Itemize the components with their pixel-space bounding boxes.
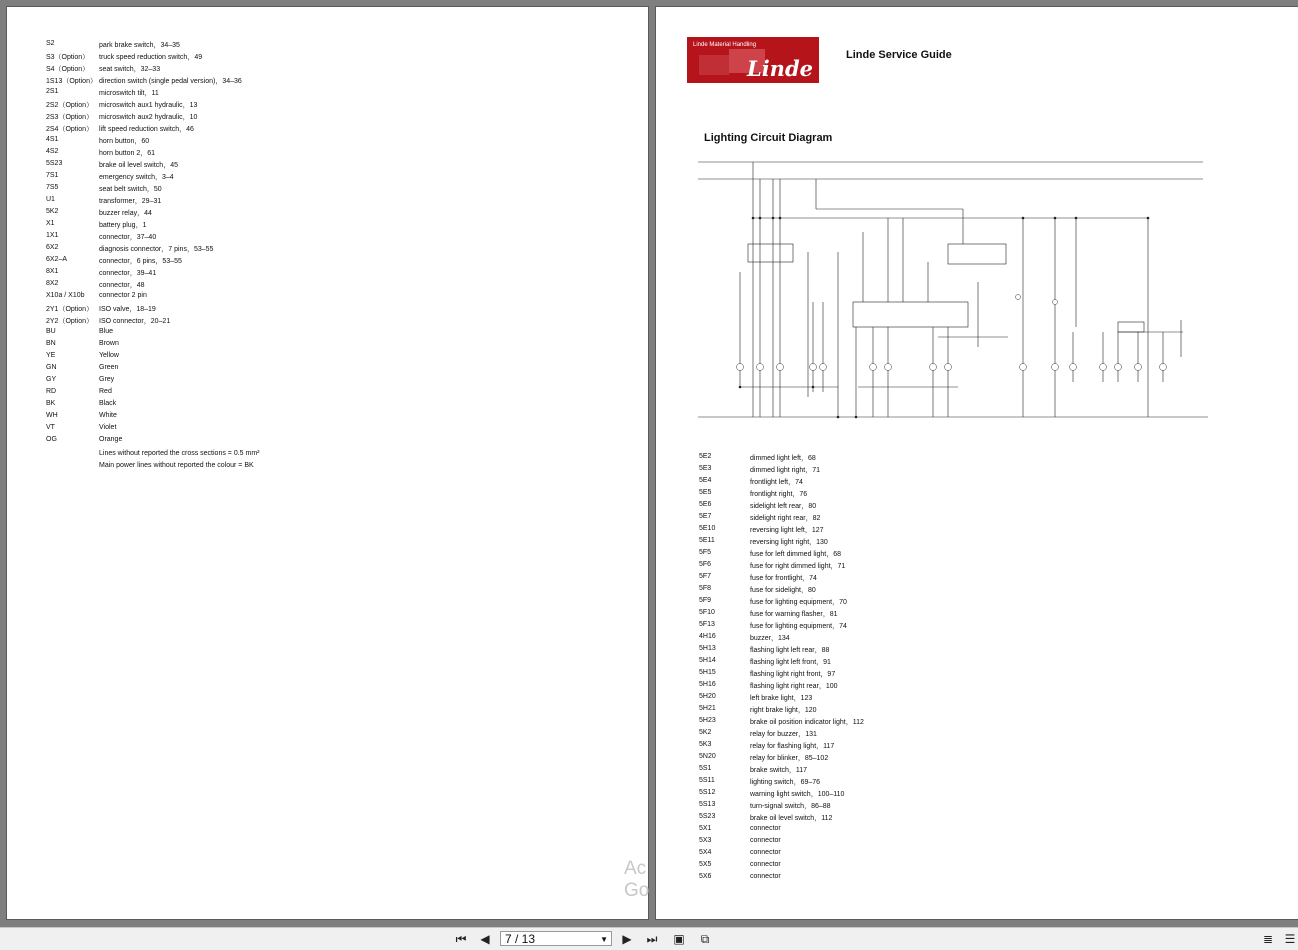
legend-description: truck speed reduction switch，49	[99, 54, 203, 61]
legend-code: VT	[46, 424, 55, 431]
two-page-view-icon[interactable]: ⧉	[700, 932, 710, 946]
legend-description: fuse for frontlight，74	[750, 575, 817, 582]
legend-description: fuse for right dimmed light，71	[750, 563, 846, 570]
legend-code: 5H14	[699, 657, 716, 664]
legend-code: 6X2	[46, 244, 59, 251]
legend-code: 5E2	[699, 453, 712, 460]
legend-description: flashing light right rear，100	[750, 683, 838, 690]
left-page	[6, 6, 649, 920]
legend-code: 5E5	[699, 489, 712, 496]
legend-description: ISO valve，18–19	[99, 306, 156, 313]
legend-description: reversing light right，130	[750, 539, 828, 546]
legend-code: 5S13	[699, 801, 716, 808]
legend-code: 5F6	[699, 561, 712, 568]
legend-code: 5X5	[699, 861, 712, 868]
legend-description: sidelight right rear，82	[750, 515, 821, 522]
legend-description: Yellow	[99, 352, 119, 359]
legend-description: flashing light right front，97	[750, 671, 836, 678]
page-number-input[interactable]: 7 / 13 ▼	[500, 931, 612, 946]
legend-description: Black	[99, 400, 117, 407]
legend-code: 2S1	[46, 88, 59, 95]
legend-description: seat belt switch，50	[99, 186, 162, 193]
legend-code: X10a / X10b	[46, 292, 85, 299]
legend-note: Main power lines without reported the colour = BK	[99, 462, 254, 469]
legend-description: Red	[99, 388, 112, 395]
legend-code: 5E11	[699, 537, 715, 544]
legend-code: 5F7	[699, 573, 712, 580]
last-page-icon[interactable]: ⏭	[646, 932, 658, 946]
legend-code: 5H16	[699, 681, 716, 688]
legend-code: 5K3	[699, 741, 712, 748]
legend-description: horn button，60	[99, 138, 150, 145]
legend-note: Lines without reported the cross sections = 0.5 mm²	[99, 450, 260, 457]
legend-code: 5K2	[46, 208, 59, 215]
legend-description: microswitch aux1 hydraulic，13	[99, 102, 198, 109]
legend-description: fuse for warning flasher，81	[750, 611, 838, 618]
linde-logo	[687, 37, 819, 83]
legend-code: 5S1	[699, 765, 712, 772]
legend-description: fuse for sidelight，80	[750, 587, 816, 594]
legend-code: 2S3（Option）	[46, 114, 94, 121]
legend-code: 5S12	[699, 789, 716, 796]
legend-description: microswitch aux2 hydraulic，10	[99, 114, 198, 121]
legend-code: 5E4	[699, 477, 712, 484]
legend-code: 5F9	[699, 597, 712, 604]
legend-code: YE	[46, 352, 56, 359]
legend-description: brake oil level switch，45	[99, 162, 178, 169]
legend-description: warning light switch，100–110	[750, 791, 845, 798]
legend-description: Grey	[99, 376, 115, 383]
legend-description: Orange	[99, 436, 123, 443]
legend-description: dimmed light left，68	[750, 455, 816, 462]
legend-code: 5X4	[699, 849, 712, 856]
legend-description: battery plug，1	[99, 222, 147, 229]
legend-code: 8X1	[46, 268, 59, 275]
legend-code: 4S1	[46, 136, 59, 143]
legend-description: connector	[750, 849, 781, 856]
legend-description: ISO connector，20–21	[99, 318, 171, 325]
legend-description: frontlight left，74	[750, 479, 803, 486]
legend-code: 5X3	[699, 837, 712, 844]
diagram-title: Lighting Circuit Diagram	[704, 132, 833, 144]
legend-description: emergency switch，3–4	[99, 174, 174, 181]
legend-code: BN	[46, 340, 56, 347]
legend-code: 5S11	[699, 777, 715, 784]
legend-code: 5H23	[699, 717, 716, 724]
next-page-icon[interactable]: ▶	[622, 932, 632, 946]
legend-code: 5F10	[699, 609, 715, 616]
menu-icon[interactable]: ☰	[1284, 932, 1296, 946]
legend-description: brake oil level switch，112	[750, 815, 833, 822]
legend-description: fuse for lighting equipment，70	[750, 599, 847, 606]
legend-code: BU	[46, 328, 56, 335]
legend-description: lighting switch，69–76	[750, 779, 821, 786]
legend-code: 5H21	[699, 705, 716, 712]
activation-watermark: Ac Go	[624, 858, 650, 901]
chevron-down-icon[interactable]: ▼	[600, 935, 608, 944]
legend-description: connector	[750, 873, 781, 880]
legend-description: diagnosis connector，7 pins，53–55	[99, 246, 214, 253]
legend-description: fuse for lighting equipment，74	[750, 623, 847, 630]
legend-code: 1X1	[46, 232, 59, 239]
legend-description: buzzer relay，44	[99, 210, 152, 217]
legend-code: 5E10	[699, 525, 716, 532]
legend-code: 5S23	[46, 160, 63, 167]
legend-description: Blue	[99, 328, 114, 335]
single-page-view-icon[interactable]: ▣	[673, 932, 685, 946]
legend-code: 2Y1（Option）	[46, 306, 94, 313]
legend-code: 5F5	[699, 549, 712, 556]
legend-description: right brake light，120	[750, 707, 817, 714]
legend-description: left brake light，123	[750, 695, 813, 702]
legend-description: horn button 2，61	[99, 150, 156, 157]
legend-code: 4S2	[46, 148, 59, 155]
legend-code: BK	[46, 400, 56, 407]
legend-code: 5H20	[699, 693, 716, 700]
first-page-icon[interactable]: ⏮	[455, 932, 467, 946]
legend-description: relay for blinker，85–102	[750, 755, 829, 762]
legend-description: turn-signal switch，86–88	[750, 803, 831, 810]
legend-description: reversing light left，127	[750, 527, 824, 534]
legend-description: White	[99, 412, 117, 419]
legend-code: X1	[46, 220, 55, 227]
legend-description: relay for flashing light，117	[750, 743, 835, 750]
legend-description: connector	[750, 861, 781, 868]
legend-code: WH	[46, 412, 58, 419]
legend-description: dimmed light right，71	[750, 467, 821, 474]
legend-description: Brown	[99, 340, 119, 347]
legend-description: park brake switch，34–35	[99, 42, 180, 49]
legend-code: 4H16	[699, 633, 716, 640]
legend-code: 5F13	[699, 621, 715, 628]
legend-description: sidelight left rear，80	[750, 503, 817, 510]
legend-code: 7S5	[46, 184, 59, 191]
logo-tagline: Linde Material Handling	[693, 42, 757, 48]
legend-description: microswitch tilt，11	[99, 90, 159, 97]
list-view-icon[interactable]: ≣	[1262, 932, 1274, 946]
legend-description: brake oil position indicator light，112	[750, 719, 864, 726]
legend-description: connector，39–41	[99, 270, 157, 277]
legend-code: 5H13	[699, 645, 716, 652]
legend-description: connector	[750, 837, 781, 844]
legend-code: 2Y2（Option）	[46, 318, 94, 325]
legend-code: 5S23	[699, 813, 716, 820]
legend-code: S2	[46, 40, 55, 47]
legend-description: connector	[750, 825, 781, 832]
legend-code: S3（Option）	[46, 54, 90, 61]
legend-code: 8X2	[46, 280, 59, 287]
legend-code: 2S2（Option）	[46, 102, 94, 109]
legend-description: relay for buzzer，131	[750, 731, 817, 738]
legend-description: connector，48	[99, 282, 145, 289]
logo-wordmark: Linde	[746, 56, 813, 81]
legend-description: connector，6 pins，53–55	[99, 258, 182, 265]
legend-code: GY	[46, 376, 57, 383]
legend-description: direction switch (single pedal version)，34–36	[99, 78, 242, 85]
legend-description: seat switch，32–33	[99, 66, 161, 73]
legend-code: 1S13（Option）	[46, 78, 97, 85]
legend-description: flashing light left rear，88	[750, 647, 830, 654]
legend-description: connector，37–40	[99, 234, 157, 241]
legend-code: 5E6	[699, 501, 712, 508]
guide-title: Linde Service Guide	[846, 49, 952, 61]
legend-code: OG	[46, 436, 57, 443]
legend-code: S4（Option）	[46, 66, 90, 73]
legend-description: Green	[99, 364, 119, 371]
legend-description: buzzer，134	[750, 635, 790, 642]
legend-code: 6X2–A	[46, 256, 68, 263]
legend-description: flashing light left front，91	[750, 659, 831, 666]
lighting-circuit-diagram	[698, 152, 1208, 437]
legend-description: fuse for left dimmed light，68	[750, 551, 842, 558]
legend-code: RD	[46, 388, 57, 395]
legend-code: 5F8	[699, 585, 712, 592]
legend-description: transformer，29–31	[99, 198, 162, 205]
right-page	[655, 6, 1298, 920]
legend-description: connector 2 pin	[99, 292, 147, 299]
legend-code: 5E7	[699, 513, 712, 520]
viewer-toolbar	[0, 927, 1298, 950]
previous-page-icon[interactable]: ◀	[480, 932, 490, 946]
legend-code: 5H15	[699, 669, 716, 676]
legend-code: 5X6	[699, 873, 712, 880]
legend-description: lift speed reduction switch，46	[99, 126, 194, 133]
legend-code: 2S4（Option）	[46, 126, 94, 133]
legend-code: 5N20	[699, 753, 716, 760]
legend-code: 7S1	[46, 172, 59, 179]
legend-code: U1	[46, 196, 55, 203]
legend-description: Violet	[99, 424, 117, 431]
legend-code: 5E3	[699, 465, 712, 472]
legend-code: 5X1	[699, 825, 712, 832]
legend-description: frontlight right，76	[750, 491, 808, 498]
legend-code: 5K2	[699, 729, 712, 736]
legend-code: GN	[46, 364, 57, 371]
legend-description: brake switch，117	[750, 767, 808, 774]
